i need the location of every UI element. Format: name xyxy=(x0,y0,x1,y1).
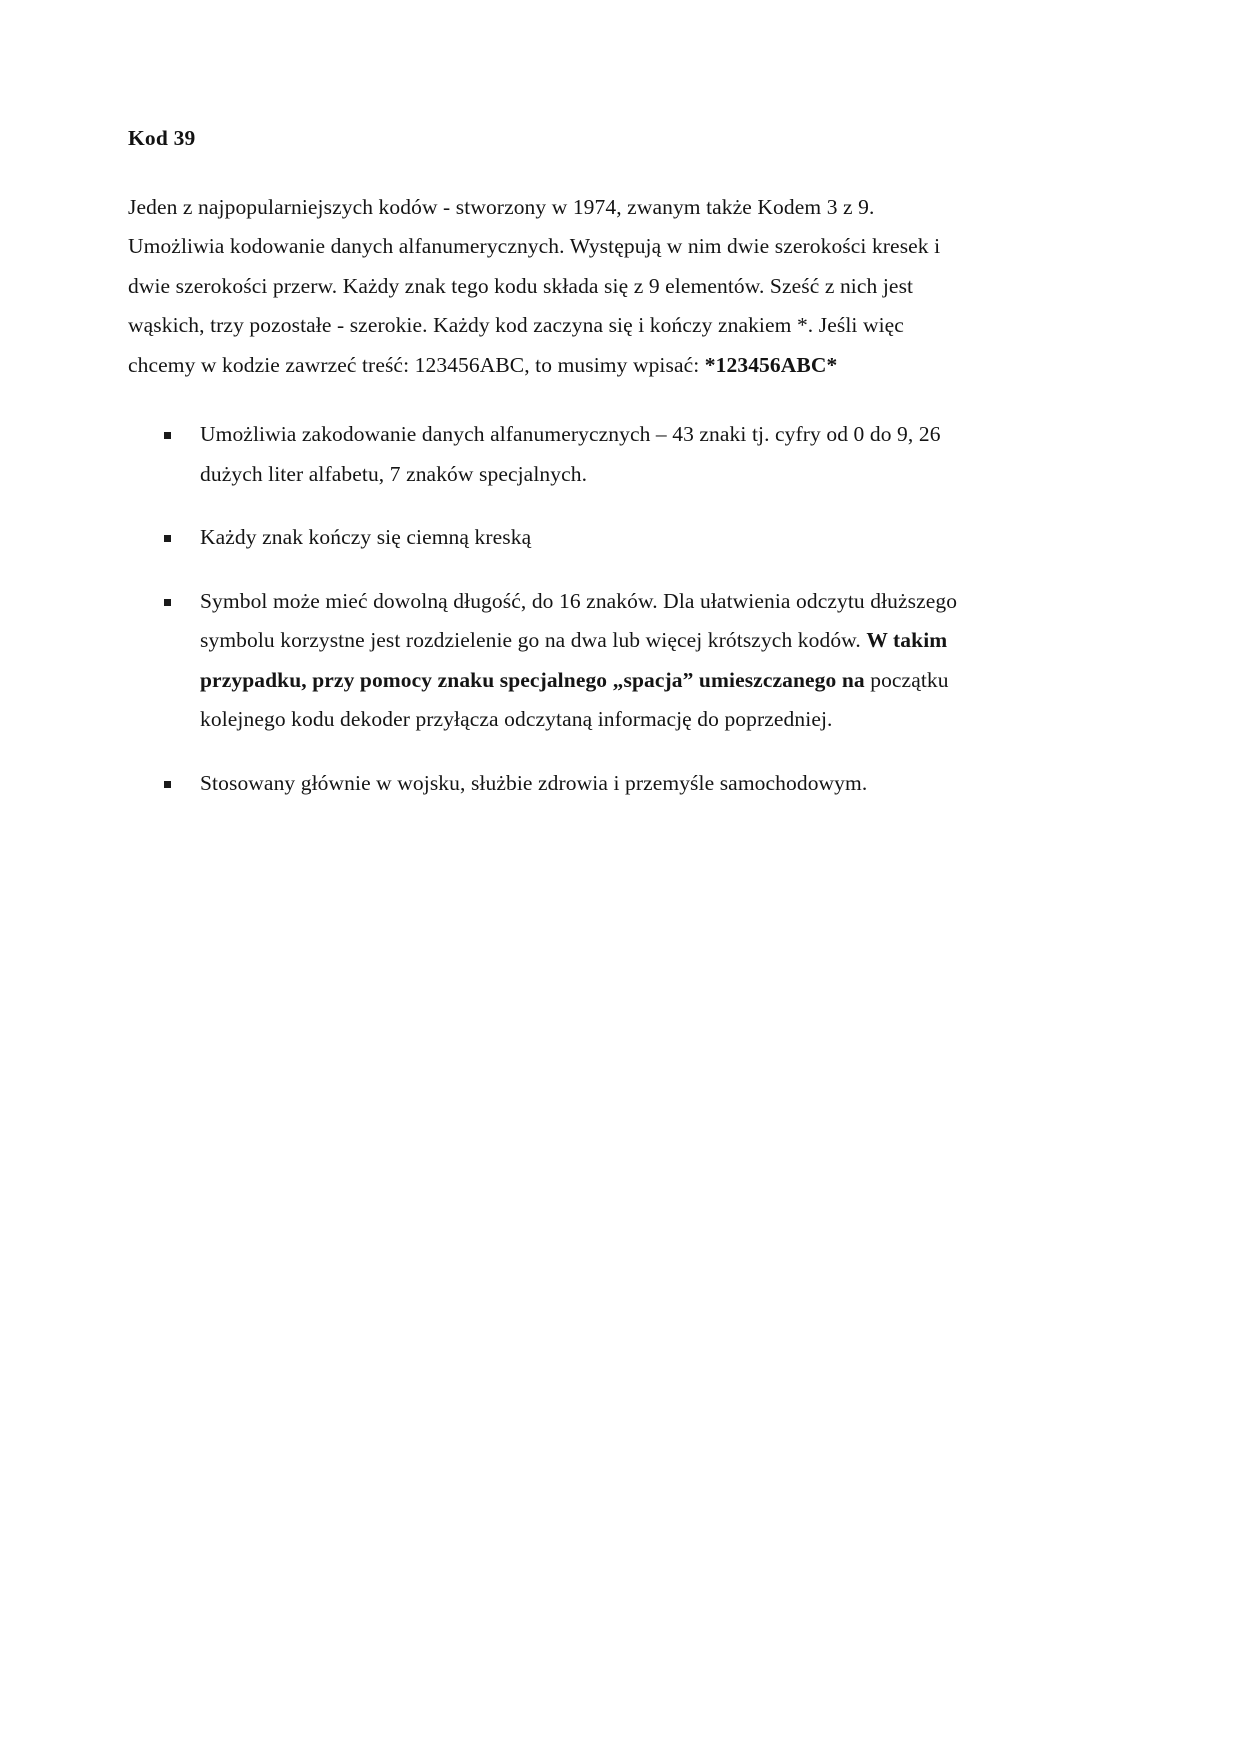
page-title: Kod 39 xyxy=(128,126,196,150)
square-bullet-icon xyxy=(164,781,171,788)
intro-paragraph xyxy=(128,188,968,386)
code-sample-text: *123456ABC* xyxy=(704,352,838,377)
bullet-list xyxy=(128,415,968,803)
list-item-label xyxy=(200,582,968,740)
list-item-text-emphasis: W takim przypadku, przy pomocy znaku specjalnego „spacja” umieszczanego na xyxy=(200,628,948,692)
list-item-text-first: Symbol może mieć dowolną długość, do 16 znaków. Dla ułatwienia odczytu dłuższego symbolu korzystne jest rozdzielenie go na dwa lub więcej krótszych kodów. xyxy=(200,588,958,653)
square-bullet-icon xyxy=(164,535,171,542)
intro-paragraph-text: Jeden z najpopularniejszych kodów - stworzony w 1974, zwanym także Kodem 3 z 9. Umożliwia kodowanie danych alfanumerycznych. Występują w nim dwie szerokości kresek i dwie szerokości przerw. Każdy znak tego kodu składa się z 9 elementów. Sześć z nich jest wąskich, trzy pozostałe - szerokie. Każdy kod zaczyna się i kończy znakiem *. Jeśli więc chcemy w kodzie zawrzeć treść: 123456ABC, to musimy wpisać: xyxy=(128,194,941,377)
list-item xyxy=(128,764,968,804)
list-item xyxy=(128,582,968,740)
square-bullet-icon xyxy=(164,432,171,439)
list-item-text-last: początku kolejnego kodu dekoder przyłącza odczytaną informację do poprzedniej. xyxy=(200,667,949,732)
list-item-label: Stosowany głównie w wojsku, służbie zdrowia i przemyśle samochodowym. xyxy=(200,770,868,795)
document-body xyxy=(128,126,968,803)
list-item xyxy=(128,518,968,558)
list-item-label: Umożliwia zakodowanie danych alfanumerycznych – 43 znaki tj. cyfry od 0 do 9, 26 dużych liter alfabetu, 7 znaków specjalnych. xyxy=(200,422,941,486)
square-bullet-icon xyxy=(164,599,171,606)
list-item xyxy=(128,415,968,494)
list-item-label: Każdy znak kończy się ciemną kreską xyxy=(200,525,532,550)
